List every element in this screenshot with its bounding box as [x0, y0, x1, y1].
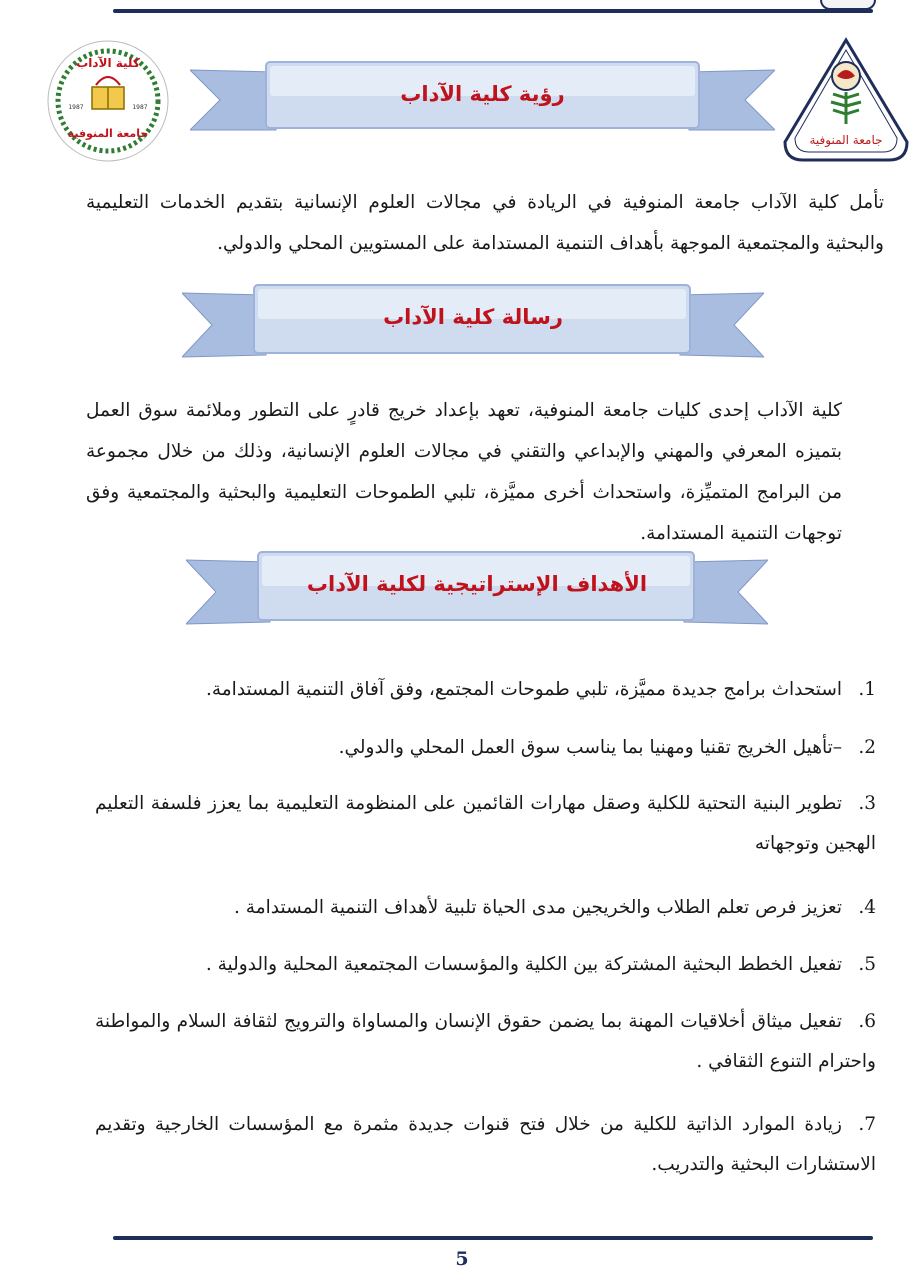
goal-text: تفعيل الخطط البحثية المشتركة بين الكلية والمؤسسات المجتمعية المحلية والدولية .: [205, 954, 842, 975]
goal-text: زيادة الموارد الذاتية للكلية من خلال فتح قنوات جديدة مثمرة مع المؤسسات الخارجية وتقديم الاستشارات البحثية والتدريب.: [95, 1114, 876, 1175]
goal-text: تطوير البنية التحتية للكلية وصقل مهارات القائمين على المنظومة التعليمية بما يعزز فلسفة التعليم الهجين وتوجهاته: [95, 793, 876, 854]
goals-title: الأهداف الإستراتيجية لكلية الآداب: [306, 572, 648, 596]
goal-item: [95, 1002, 876, 1082]
goal-text: تفعيل ميثاق أخلاقيات المهنة بما يضمن حقوق الإنسان والمساواة والترويج لثقافة السلام والمواطنة واحترام التنوع الثقافي .: [95, 1011, 876, 1072]
goal-number: 5.: [858, 954, 876, 975]
faculty-logo-bottom-text: جامعة المنوفية: [67, 127, 149, 140]
mission-title: رسالة كلية الآداب: [383, 305, 563, 329]
goal-item: [95, 888, 876, 928]
vision-text: تأمل كلية الآداب جامعة المنوفية في الريادة في مجالات العلوم الإنسانية بتقديم الخدمات التعليمية والبحثية والمجتمعية الموجهة بأهداف التنمية المستدامة على المستويين المحلي والدولي.: [86, 192, 884, 254]
goal-number: 4.: [858, 897, 876, 918]
goal-text: استحداث برامج جديدة مميَّزة، تلبي طموحات المجتمع، وفق آفاق التنمية المستدامة.: [205, 679, 842, 700]
menoufia-university-logo: [781, 36, 911, 164]
university-logo-text: جامعة المنوفية: [809, 133, 883, 147]
goal-item: [95, 784, 876, 864]
goal-text: –تأهيل الخريج تقنيا ومهنيا بما يناسب سوق العمل المحلي والدولي.: [338, 737, 842, 758]
goal-number: 3.: [858, 793, 876, 814]
goal-text: تعزيز فرص تعلم الطلاب والخريجين مدى الحياة تلبية لأهداف التنمية المستدامة .: [234, 897, 842, 918]
goal-number: 7.: [858, 1114, 876, 1135]
goal-item: [95, 728, 876, 768]
goal-number: 2.: [858, 737, 876, 758]
vision-title: رؤية كلية الآداب: [400, 82, 565, 106]
goal-item: [95, 1105, 876, 1185]
goal-number: 6.: [858, 1011, 876, 1032]
goal-item: [95, 945, 876, 985]
goal-number: 1.: [858, 679, 876, 700]
faculty-logo-year-right: 1987: [132, 104, 148, 111]
bottom-divider: [113, 1236, 873, 1240]
faculty-logo-year-left: 1987: [68, 104, 84, 111]
mission-text: كلية الآداب إحدى كليات جامعة المنوفية، تعهد بإعداد خريج قادرٍ على التطور وملائمة سوق العمل بتميزه المعرفي والمهني والإبداعي والتقني في مجالات العلوم الإنسانية، وذلك من خلال مجموعة من البرامج المتميِّزة، واستحداث أخرى مميَّزة، تلبي الطموحات التعليمية والبحثية والمجتمعية وفق توجهات التنمية المستدامة.: [86, 400, 842, 544]
mission-banner: [182, 283, 764, 363]
page-number: 5: [455, 1248, 469, 1270]
goal-item: [95, 670, 876, 710]
goals-banner: [186, 550, 768, 630]
top-divider: [113, 9, 873, 13]
faculty-of-arts-logo: [46, 39, 170, 163]
vision-banner: [190, 60, 775, 138]
faculty-logo-ring-text: كلية الآداب: [76, 56, 140, 70]
